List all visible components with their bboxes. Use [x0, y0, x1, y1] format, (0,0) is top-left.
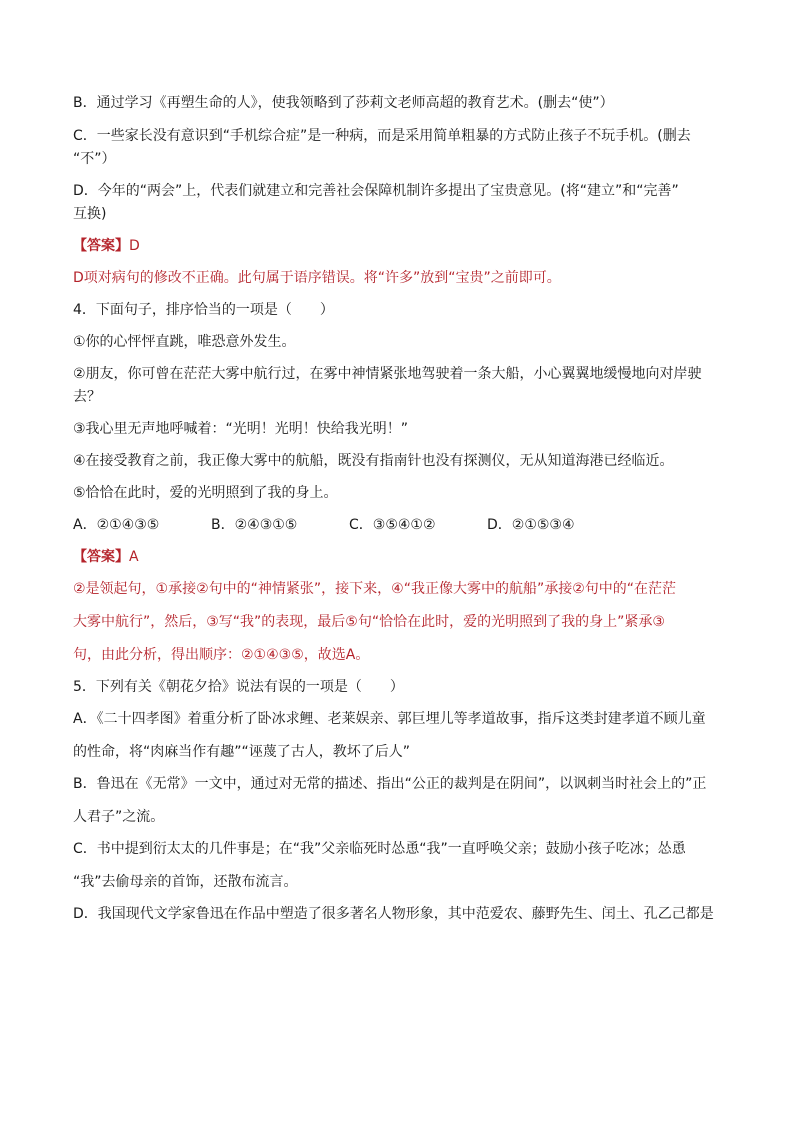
q4-sentence-2-line1: ②朋友，你可曾在茫茫大雾中航行过，在雾中神情紧张地驾驶着一条大船，小心翼翼地缓慢地向对岸驶: [73, 366, 702, 382]
q3-option-b: B．通过学习《再塑生命的人》，使我领略到了莎莉文老师高超的教育艺术。(删去“使”）: [73, 95, 614, 111]
q5-option-a-line2: 的性命，将“肉麻当作有趣”“诬蔑了古人，教坏了后人”: [73, 744, 411, 760]
q3-option-c-line1: C．一些家长没有意识到“手机综合症”是一种病，而是采用简单粗暴的方式防止孩子不玩手机。(删去: [73, 128, 691, 144]
answer-label: 【答案】: [73, 238, 129, 254]
q4-sentence-2-line2: 去？: [73, 389, 101, 405]
q5-option-b-line2: 人君子”之流。: [73, 809, 165, 825]
document-page: [73, 93, 721, 936]
q3-option-d-line2: 互换): [73, 206, 107, 222]
q3-option-c-line2: “不”）: [73, 151, 116, 167]
q4-option-a: A．②①④③⑤: [73, 517, 160, 533]
answer-value: A: [129, 549, 139, 565]
q5-option-c-line1: C．书中提到衍太太的几件事是；在“我”父亲临死时怂恿“我”一直呼唤父亲；鼓励小孩子吃冰；怂恿: [73, 841, 686, 857]
q3-option-d-line1: D．今年的“两会”上，代表们就建立和完善社会保障机制许多提出了宝贵意见。(将“建立”和“完善”: [73, 183, 679, 199]
q4-options: [73, 515, 721, 536]
q3-explanation: D项对病句的修改不正确。此句属于语序错误。将“许多”放到“宝贵”之前即可。: [73, 270, 561, 286]
answer-value: D: [129, 238, 140, 254]
q4-explanation-line3: 句，由此分析，得出顺序：②①④③⑤，故选A。: [73, 647, 370, 663]
q4-answer: [73, 547, 721, 568]
q4-option-d: D．②①⑤③④: [487, 517, 575, 533]
answer-label: 【答案】: [73, 549, 129, 565]
q4-sentence-1: ①你的心怦怦直跳，唯恐意外发生。: [73, 334, 296, 350]
q4-stem: 4．下面句子，排序恰当的一项是（ ）: [73, 302, 334, 318]
q3-answer: [73, 236, 721, 257]
q4-explanation-line1: ②是领起句，①承接②句中的“神情紧张”，接下来，④“我正像大雾中的航船”承接②句中的“在茫茫: [73, 581, 677, 597]
q4-option-c: C．③⑤④①②: [349, 517, 436, 533]
q5-option-d-line1: D．我国现代文学家鲁迅在作品中塑造了很多著名人物形象，其中范爱农、藤野先生、闰土、孔乙己都是: [73, 906, 714, 922]
q5-option-c-line2: “我”去偷母亲的首饰，还散布流言。: [73, 874, 298, 890]
q4-option-b: B．②④③①⑤: [211, 517, 298, 533]
q4-sentence-4: ④在接受教育之前，我正像大雾中的航船，既没有指南针也没有探测仪，无从知道海港已经临近。: [73, 453, 674, 469]
q4-sentence-3: ③我心里无声地呼喊着：“光明！光明！快给我光明！”: [73, 421, 409, 437]
q5-option-b-line1: B．鲁迅在《无常》一文中，通过对无常的描述、指出“公正的裁判是在阴间”，以讽刺当时社会上的”正: [73, 776, 707, 792]
q4-explanation-line2: 大雾中航行”，然后，③写“我”的表现，最后⑤句“恰恰在此时，爱的光明照到了我的身上”紧承③: [73, 614, 665, 630]
q5-option-a-line1: A．《二十四孝图》着重分析了卧冰求鲤、老莱娱亲、郭巨埋儿等孝道故事，指斥这类封建孝道不顾儿童: [73, 711, 706, 727]
q4-sentence-5: ⑤恰恰在此时，爱的光明照到了我的身上。: [73, 485, 338, 501]
q5-stem: 5．下列有关《朝花夕拾》说法有误的一项是（ ）: [73, 679, 404, 695]
